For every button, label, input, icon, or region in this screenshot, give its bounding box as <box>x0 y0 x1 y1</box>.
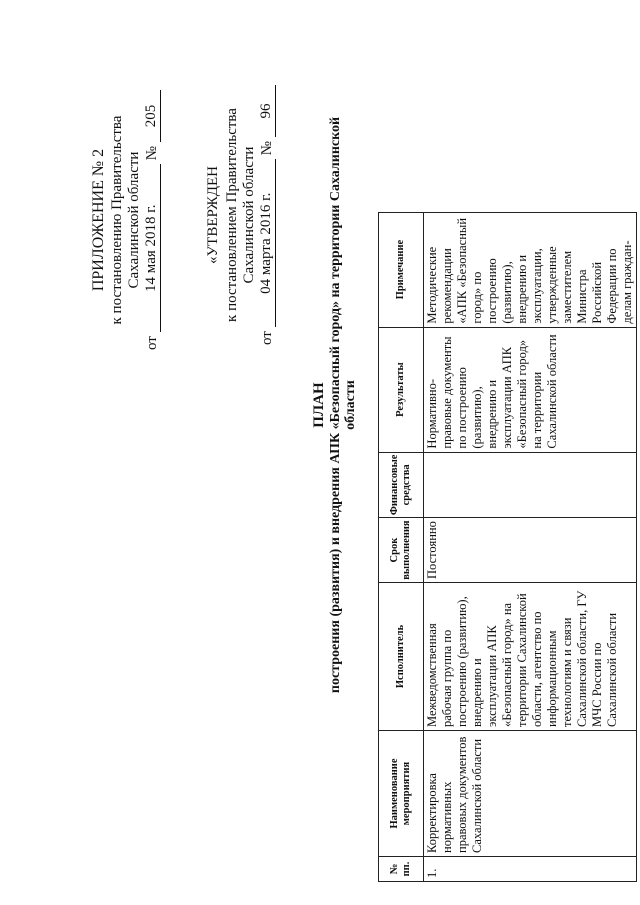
table-row <box>424 212 637 881</box>
approved-line2: Сахалинской области <box>241 146 257 284</box>
plan-subtitle-line1: построения (развития) и внедрения АПК «Безопасный город» на территории Сахалинской <box>328 116 343 694</box>
plan-subtitle-line2: области <box>343 380 358 430</box>
table-header-row <box>379 212 424 881</box>
plan-title: ПЛАН <box>311 382 327 428</box>
header-name: Наименование мероприятия <box>379 731 424 857</box>
cell-results: Нормативно-правовые документы по построению (развитию), внедрению и эксплуатации АПК «Безопасный город» на территории Сахалинской области <box>424 327 637 452</box>
header-finance: Финансовые средства <box>379 452 424 518</box>
approved-title: «УТВЕРЖДЕН <box>205 166 221 264</box>
header-deadline: Срок выполнения <box>379 518 424 583</box>
cell-name: Корректировка нормативных правовых документов Сахалинской области <box>424 731 637 857</box>
appendix-line1: к постановлению Правительства <box>109 115 125 325</box>
cell-executor: Межведомственная рабочая группа по построению (развитию), внедрению и эксплуатации АПК «Безопасный город» на территории Сахалинской области, агентство по информационным технологиям и связи Сахалинской области, ГУ МЧС России по Сахалинской области <box>424 583 637 731</box>
appendix-number-label: № <box>144 146 160 161</box>
cell-num: 1. <box>424 857 637 882</box>
cell-finance <box>424 452 637 518</box>
appendix-title: ПРИЛОЖЕНИЕ № 2 <box>90 148 107 292</box>
appendix-from-label: от <box>144 336 160 350</box>
plan-table <box>378 212 637 882</box>
approved-date-line <box>258 85 276 345</box>
appendix-date-line <box>143 90 161 350</box>
header-num: № пп. <box>379 857 424 882</box>
cell-notes: Методические рекомендации «АПК «Безопасный город» по построению (развитию), внедрению и эксплуатации, утвержденные заместителем Министра Российской Федерации по делам граждан- <box>424 212 637 327</box>
approved-number-label: № <box>259 141 275 156</box>
approved-date: 04 марта 2016 г. <box>258 159 276 327</box>
appendix-number: 205 <box>143 90 161 142</box>
cell-deadline: Постоянно <box>424 518 637 583</box>
appendix-line2: Сахалинской области <box>126 151 142 289</box>
header-notes: Примечание <box>379 212 424 327</box>
approved-line1: к постановлением Правительства <box>224 108 240 322</box>
approved-block <box>205 85 276 345</box>
plan-heading <box>312 105 358 705</box>
header-results: Результаты <box>379 327 424 452</box>
appendix-date: 14 мая 2018 г. <box>143 164 161 332</box>
landscape-content <box>0 20 640 905</box>
approved-number: 96 <box>258 85 276 137</box>
header-executor: Исполнитель <box>379 583 424 731</box>
appendix-block <box>90 90 161 350</box>
approved-from-label: от <box>259 331 275 345</box>
